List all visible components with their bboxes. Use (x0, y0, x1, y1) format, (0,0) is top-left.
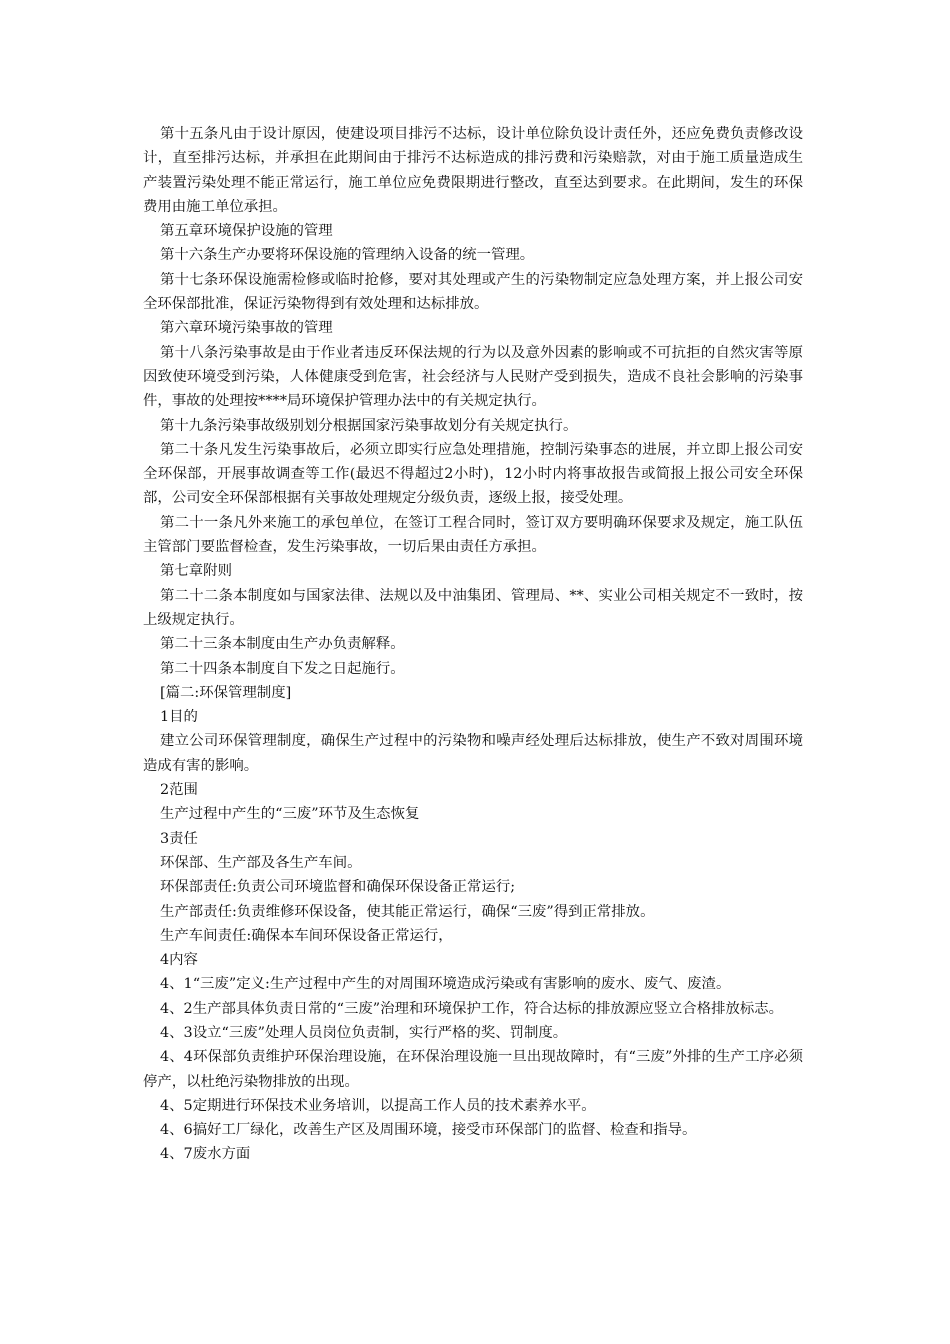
content-4-4: 4、4环保部负责维护环保治理设施，在环保治理设施一旦出现故障时，有“三废”外排的生产工序必须停产，以杜绝污染物排放的出现。 (143, 1049, 803, 1090)
chapter-7-heading: 第七章附则 (160, 563, 232, 580)
article-24: 第二十四条本制度自下发之日起施行。 (160, 660, 405, 677)
responsibility-env-dept: 环保部责任:负责公司环境监督和确保环保设备正常运行; (160, 879, 516, 896)
chapter-5-heading: 第五章环境保护设施的管理 (160, 223, 333, 240)
heading-content: 4内容 (160, 952, 198, 969)
heading-purpose: 1目的 (160, 709, 198, 726)
chapter-6-heading: 第六章环境污染事故的管理 (160, 320, 333, 337)
heading-responsibility: 3责任 (160, 830, 198, 847)
content-4-6: 4、6搞好工厂绿化，改善生产区及周围环境，接受市环保部门的监督、检查和指导。 (160, 1122, 697, 1139)
article-22: 第二十二条本制度如与国家法律、法规以及中油集团、管理局、**、实业公司相关规定不一致时，按上级规定执行。 (143, 587, 803, 628)
content-4-3: 4、3设立“三废”处理人员岗位负责制，实行严格的奖、罚制度。 (160, 1024, 568, 1041)
section-2-title: [篇二:环保管理制度] (160, 684, 292, 701)
purpose-text: 建立公司环保管理制度，确保生产过程中的污染物和噪声经处理后达标排放，使生产不致对周围环境造成有害的影响。 (143, 733, 803, 774)
article-19: 第十九条污染事故级别划分根据国家污染事故划分有关规定执行。 (160, 417, 578, 434)
article-16: 第十六条生产办要将环保设施的管理纳入设备的统一管理。 (160, 247, 535, 264)
responsibility-workshop: 生产车间责任:确保本车间环保设备正常运行， (160, 927, 453, 944)
heading-scope: 2范围 (160, 782, 198, 799)
content-4-5: 4、5定期进行环保技术业务培训，以提高工作人员的技术素养水平。 (160, 1097, 596, 1114)
content-4-2: 4、2生产部具体负责日常的“三废”治理和环境保护工作，符合达标的排放源应竖立合格排放标志。 (160, 1000, 784, 1017)
scope-text: 生产过程中产生的“三废”环节及生态恢复 (160, 806, 420, 823)
responsibility-production-dept: 生产部责任:负责维修环保设备，使其能正常运行，确保“三废”得到正常排放。 (160, 903, 655, 920)
article-17: 第十七条环保设施需检修或临时抢修，要对其处理或产生的污染物制定应急处理方案，并上报公司安全环保部批准，保证污染物得到有效处理和达标排放。 (143, 271, 803, 313)
article-20: 第二十条凡发生污染事故后，必须立即实行应急处理措施，控制污染事态的进展，并立即上报公司安全环保部，开展事故调查等工作(最迟不得超过2小时)，12小时内将事故报告或简报上报公司安全环保部，公司安全环保部根据有关事故处理规定分级负责，逐级上报，接受处理。 (143, 441, 803, 507)
article-21: 第二十一条凡外来施工的承包单位，在签订工程合同时，签订双方要明确环保要求及规定，施工队伍主管部门要监督检查，发生污染事故，一切后果由责任方承担。 (143, 514, 803, 556)
article-18: 第十八条污染事故是由于作业者违反环保法规的行为以及意外因素的影响或不可抗拒的自然灾害等原因致使环境受到污染，人体健康受到危害，社会经济与人民财产受到损失，造成不良社会影响的污染事件，事故的处理按****局环境保护管理办法中的有关规定执行。 (143, 344, 803, 410)
article-23: 第二十三条本制度由生产办负责解释。 (160, 636, 405, 653)
document-body (143, 122, 803, 1167)
article-15: 第十五条凡由于设计原因，使建设项目排污不达标，设计单位除负设计责任外，还应免费负责修改设计，直至排污达标，并承担在此期间由于排污不达标造成的排污费和污染赔款，对由于施工质量造成生产装置污染处理不能正常运行，施工单位应免费限期进行整改，直至达到要求。在此期间，发生的环保费用由施工单位承担。 (143, 126, 803, 215)
content-4-7: 4、7废水方面 (160, 1146, 251, 1163)
content-4-1: 4、1“三废”定义:生产过程中产生的对周围环境造成污染或有害影响的废水、废气、废渣。 (160, 976, 731, 993)
responsibility-departments: 环保部、生产部及各生产车间。 (160, 854, 362, 871)
